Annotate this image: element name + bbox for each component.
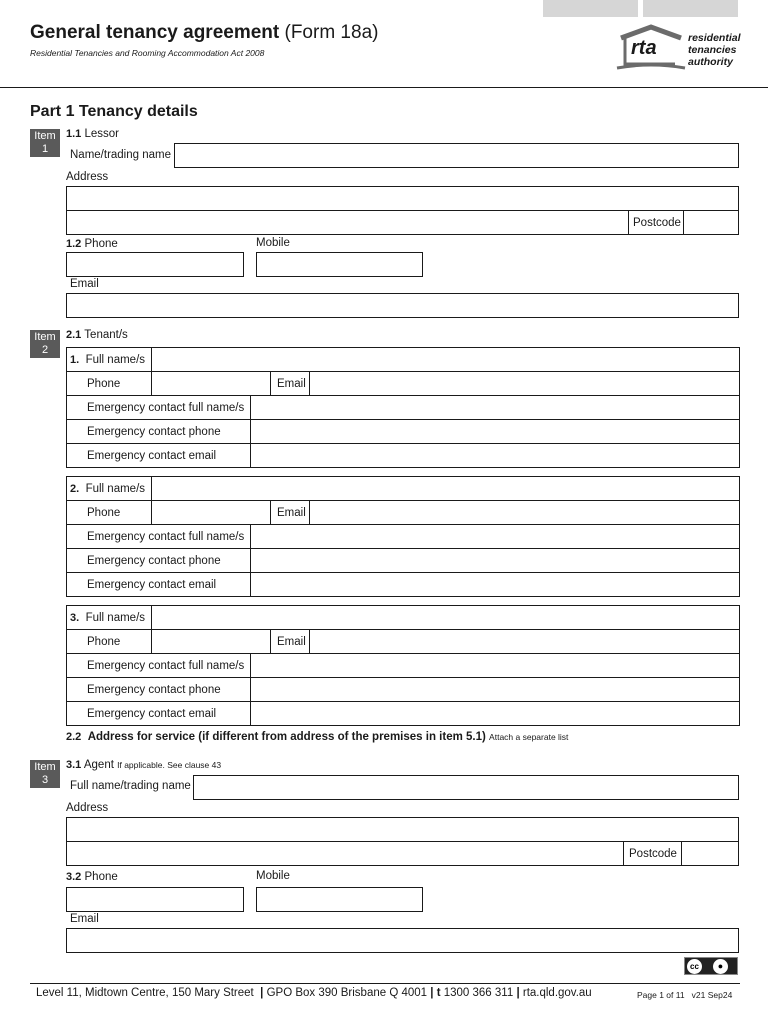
tenant-phone-label: Phone [66,371,152,396]
tenant-emergency-email-field[interactable] [250,572,740,597]
tenant-email-label: Email [270,629,310,654]
tenant-full-name-label [66,605,152,630]
tenant-email-label: Email [270,371,310,396]
tenant-emergency-name-field[interactable] [250,395,740,420]
tenant-email-field[interactable] [309,629,740,654]
top-tab-left [543,0,638,17]
tenant-full-name-text: Full name/s [85,353,146,366]
footer-phone-prefix: t [436,987,441,999]
tenant-emergency-name-field[interactable] [250,524,740,549]
tenant-emergency-phone-field[interactable] [250,548,740,573]
agent-email-label: Email [70,913,99,925]
tenant-phone-field[interactable] [151,500,271,525]
service-note: Attach a separate list [489,732,569,742]
section-number: 2.1 [66,329,82,341]
tenant-emergency-email-label: Emergency contact email [66,572,251,597]
section-label: Phone [84,871,118,883]
tenant-emergency-phone-field[interactable] [250,677,740,702]
tenant-emergency-phone-label: Emergency contact phone [66,677,251,702]
lessor-email-field[interactable] [66,293,739,318]
item-badge-number: 3 [41,774,49,786]
version-label: v21 Sep24 [691,990,733,1000]
lessor-postcode-label: Postcode [628,210,684,235]
rta-logo-text [688,32,741,68]
part-1-heading: Part 1 Tenancy details [30,103,198,120]
service-address-heading [66,731,568,743]
tenant-full-name-field[interactable] [151,476,740,501]
page-number: Page 1 of 11 [637,990,685,1000]
title-form: (Form 18a) [284,22,379,43]
tenant-number: 3. [70,611,80,624]
section-label: Lessor [84,128,120,140]
footer-gpo: GPO Box 390 Brisbane Q 4001 [266,987,428,999]
tenant-emergency-name-label: Emergency contact full name/s [66,653,251,678]
agent-email-field[interactable] [66,928,739,953]
item-badge-label: Item [34,331,56,343]
lessor-mobile-label: Mobile [256,237,290,249]
agent-phone-field[interactable] [66,887,244,912]
title-bold: General tenancy agreement [30,22,280,43]
lessor-address-label: Address [66,171,109,183]
attribution-icon: ● [713,959,728,974]
item-badge-label: Item [34,130,56,142]
footer-address: Level 11, Midtown Centre, 150 Mary Street [36,987,254,999]
agent-phone-heading [66,871,118,883]
lessor-name-label: Name/trading name [70,149,171,161]
section-number: 2.2 [66,731,82,743]
tenant-emergency-phone-field[interactable] [250,419,740,444]
agent-postcode-field[interactable] [681,841,739,866]
agent-mobile-field[interactable] [256,887,423,912]
tenant-number: 1. [70,353,80,366]
lessor-postcode-field[interactable] [683,210,739,235]
rta-logo-mark: rta [631,37,657,59]
logo-text-line-3: authority [688,56,733,68]
lessor-phone-heading [66,238,118,250]
tenant-phone-label: Phone [66,629,152,654]
lessor-address-line-1[interactable] [66,186,739,211]
tenant-full-name-label [66,476,152,501]
section-label: Agent [83,759,114,771]
footer-website[interactable]: rta.qld.gov.au [522,987,592,999]
tenant-phone-label: Phone [66,500,152,525]
lessor-address-line-2[interactable] [66,210,629,235]
footer-phone: 1300 366 311 [443,987,514,999]
section-number: 1.1 [66,128,82,140]
tenant-emergency-phone-label: Emergency contact phone [66,419,251,444]
agent-note: If applicable. See clause 43 [117,760,222,770]
tenant-email-field[interactable] [309,500,740,525]
agent-postcode-label: Postcode [623,841,682,866]
tenant-full-name-field[interactable] [151,347,740,372]
cc-icon: cc [687,959,702,974]
lessor-phone-field[interactable] [66,252,244,277]
section-number: 1.2 [66,238,82,250]
section-label: Tenant/s [84,329,128,341]
agent-heading [66,759,221,771]
logo-text-line-2: tenancies [688,44,737,56]
tenant-emergency-name-field[interactable] [250,653,740,678]
lessor-name-field[interactable] [174,143,739,168]
agent-name-field[interactable] [193,775,739,800]
item-3-badge [30,760,60,788]
agent-address-line-1[interactable] [66,817,739,842]
tenant-full-name-text: Full name/s [85,611,146,624]
section-label: Phone [84,238,118,250]
document-title [30,22,378,44]
tenant-emergency-phone-label: Emergency contact phone [66,548,251,573]
tenants-heading [66,329,128,341]
tenant-full-name-field[interactable] [151,605,740,630]
footer-page-info [637,990,732,1000]
section-number: 3.2 [66,871,82,883]
item-badge-label: Item [34,761,56,773]
header-divider [0,87,768,88]
agent-mobile-label: Mobile [256,870,290,882]
tenant-full-name-text: Full name/s [85,482,146,495]
tenant-emergency-email-label: Emergency contact email [66,443,251,468]
tenant-phone-field[interactable] [151,371,271,396]
lessor-mobile-field[interactable] [256,252,423,277]
tenant-email-field[interactable] [309,371,740,396]
tenant-full-name-label [66,347,152,372]
agent-address-label: Address [66,802,109,814]
item-2-badge [30,330,60,358]
creative-commons-badge [684,957,738,975]
tenant-emergency-name-label: Emergency contact full name/s [66,524,251,549]
footer-contact: Level 11, Midtown Centre, 150 Mary Street | GPO Box 390 Brisbane Q 4001 | t 1300 366 311 | rta.qld.gov.au [36,987,592,999]
tenant-emergency-name-label: Emergency contact full name/s [66,395,251,420]
lessor-email-label: Email [70,278,99,290]
rta-logo [615,24,745,72]
item-badge-number: 1 [41,143,49,155]
agent-address-line-2[interactable] [66,841,624,866]
tenant-emergency-email-field[interactable] [250,443,740,468]
item-1-badge [30,129,60,157]
section-number: 3.1 [66,759,82,771]
top-tab-right [643,0,738,17]
footer-divider [30,983,740,984]
agent-name-label: Full name/trading name [70,780,191,792]
tenant-emergency-email-label: Emergency contact email [66,701,251,726]
logo-text-line-1: residential [688,32,741,44]
lessor-heading [66,128,119,140]
section-label: Address for service (if different from address of the premises in item 5.1) [87,731,486,743]
act-subtitle: Residential Tenancies and Rooming Accommodation Act 2008 [30,48,265,58]
tenant-emergency-email-field[interactable] [250,701,740,726]
tenant-number: 2. [70,482,80,495]
tenant-email-label: Email [270,500,310,525]
tenant-phone-field[interactable] [151,629,271,654]
item-badge-number: 2 [41,344,49,356]
